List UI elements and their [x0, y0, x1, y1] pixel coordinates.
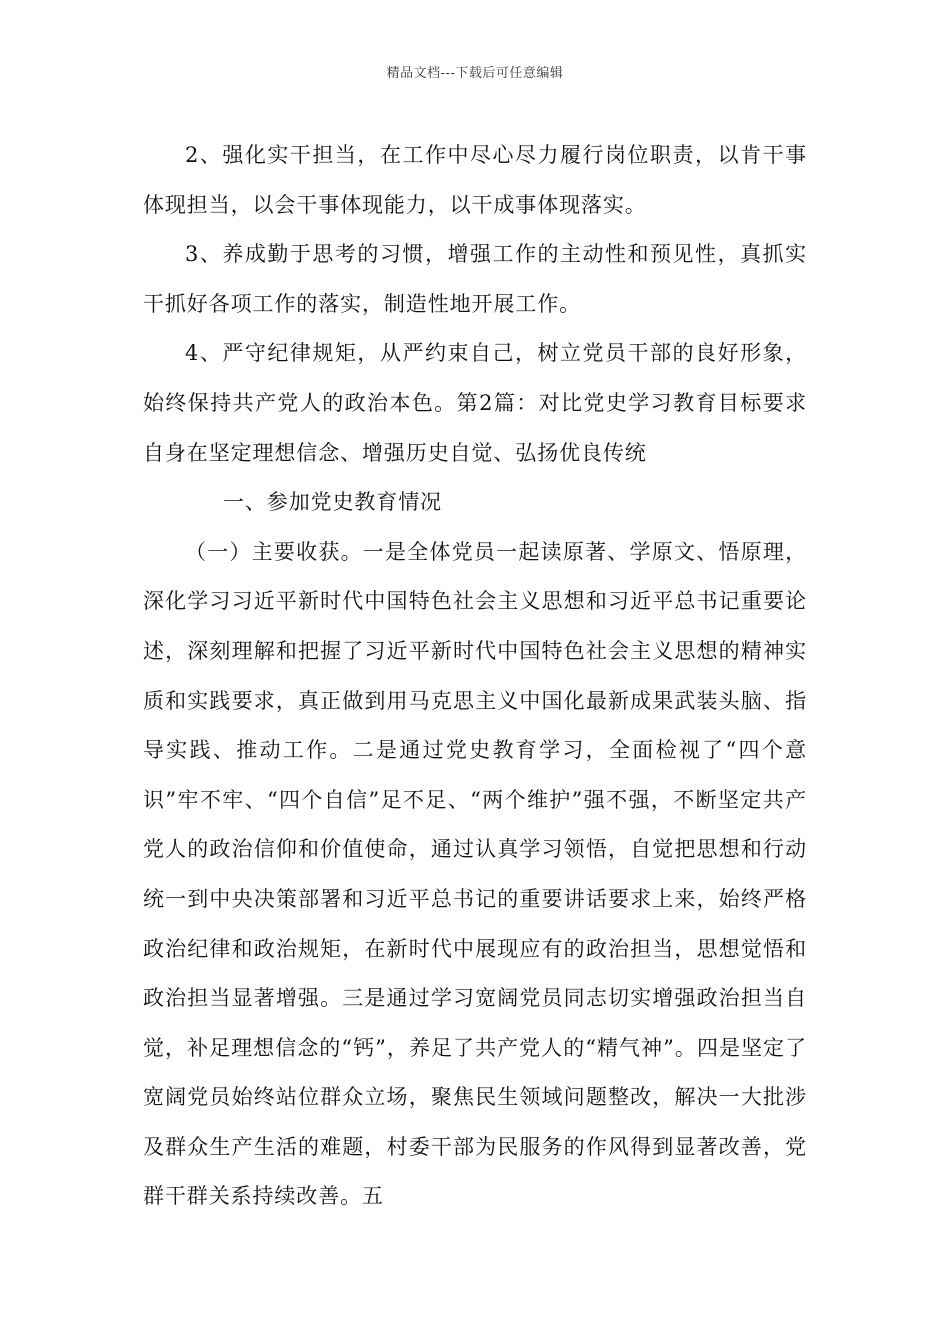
paragraph-main-gains: （一）主要收获。一是全体党员一起读原著、学原文、悟原理，深化学习习近平新时代中国特色社会主义思想和习近平总书记重要论述，深刻理解和把握了习近平新时代中国特色社会主义思想的精神实质和实践要求，真正做到用马克思主义中国化最新成果武装头脑、指导实践、推动工作。二是通过党史教育学习，全面检视了“四个意识”牢不牢、“四个自信”足不足、“两个维护”强不强，不断坚定共产党人的政治信仰和价值使命，通过认真学习领悟，自觉把思想和行动统一到中央决策部署和习近平总书记的重要讲话要求上来，始终严格政治纪律和政治规矩，在新时代中展现应有的政治担当，思想觉悟和政治担当显著增强。三是通过学习宽阔党员同志切实增强政治担当自觉，补足理想信念的“钙”，养足了共产党人的“精气神”。四是坚定了宽阔党员始终站位群众立场，聚焦民生领域问题整改，解决一大批涉及群众生产生活的难题，村委干部为民服务的作风得到显著改善，党群干群关系持续改善。五	[143, 539, 807, 1209]
paragraph-item-2: 2、强化实干担当，在工作中尽心尽力履行岗位职责，以肯干事体现担当，以会干事体现能力，以干成事体现落实。	[143, 143, 807, 217]
paragraph-item-3: 3、养成勤于思考的习惯，增强工作的主动性和预见性，真抓实干抓好各项工作的落实，制造性地开展工作。	[143, 242, 807, 316]
section-heading: 一、参加党史教育情况	[223, 490, 442, 515]
page-header: 精品文档---下载后可任意编辑	[386, 66, 564, 81]
paragraph-item-4: 4、严守纪律规矩，从严约束自己，树立党员干部的良好形象，始终保持共产党人的政治本色。第2篇：对比党史学习教育目标要求自身在坚定理想信念、增强历史自觉、弘扬优良传统	[143, 341, 807, 465]
document-body	[143, 131, 807, 1222]
